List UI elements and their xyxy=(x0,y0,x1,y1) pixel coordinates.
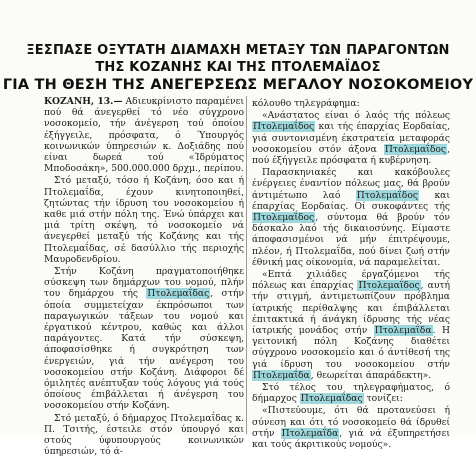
headline-line-2: ΤΗΣ ΚΟΖΑΝΗΣ ΚΑΙ ΤΗΣ ΠΤΟΛΕΜΑΪΔΟΣ xyxy=(95,60,381,75)
paragraph-8 xyxy=(252,269,450,381)
paragraph-3 xyxy=(44,266,244,412)
paragraph-3-text-b: , στήν όποία συμμετείχαν έκπρόσωποι των παραγωγικών τάξεων του νομού και έργατικού κέντρου, καθώς και άλλοι παράγοντες. Κατά τήν σύσκεψη, άποφασίσθηκε ή συγκρότηση των ένεργειών, γιά τήν ανέγερση του νοσοκομείου στήν Κοζάνη. Διάφοροι δέ όμιλητές ανέπτυξαν τούς λόγους γιά τούς όποίους έπιβάλλεται ή άνέγερση του νοσοκομείου στήν Κοζάνη. xyxy=(44,288,244,412)
paragraph-10 xyxy=(252,405,450,450)
paragraph-2: Στό μεταξύ, τόσο ή Κοζάνη, όσο και ή Πτολεμαΐδα, έχουν κινητοποιηθεί, ζητώντας τήν ίδρυση του νοσοκομείου ή καθε μιά στήν πόλη της. Ένώ ύπάρχει και μιά τρίτη σκέψη, τό νοσοκομείο νά άνεγερθεί μεταξύ τής Κοζάνης και τής Πτολεμαΐδας, σέ δασύλλιο τής περιοχής Μαυροδενδρίου. xyxy=(44,175,244,265)
highlighted-term: Πτολεμαΐδος xyxy=(253,212,315,224)
highlighted-term: Πτολεμαΐδος xyxy=(253,121,315,133)
paragraph-10-text-a: «Πιστεύουμε, ότι θά προτανεύσει ή σύνεση και ότι τό νοσοκομείο θά ίδρυθεί στήν xyxy=(252,405,450,439)
paragraph-8-text-a: «Επτά χιλιάδες έργαζόμενοι τής πόλεως και έπαρχίας xyxy=(252,269,450,292)
highlighted-term: Πτολεμαΐδα xyxy=(281,427,339,439)
paragraph-9-text-a: Στό τέλος του τηλεγραφήματος, ό δήμαρχος xyxy=(252,382,450,405)
paragraph-3-text-a: Στήν Κοζάνη πραγματοποιήθηκε σύσκεψη των δημάρχων του νομού, πλήν του δημάρχου τής xyxy=(44,266,244,300)
paragraph-5: κόλουθο τηλεγράφημα: xyxy=(252,98,360,109)
paragraph-6-text-c: , πού έξήγγειλε πρόσφατα ή κυβέρνηση. xyxy=(252,143,450,167)
paragraph-8-text-b: , αυτή τήν στιγμή, άντιμετωπίζουν πρόβλημα ίατρικής περίθαλψης και έπιβάλλεται έπιτακτικά ή άνάγκη ίδρυσης τής νέας ίατρικής μονάδος στήν xyxy=(252,280,450,337)
headline-line-3: ΓΙΑ ΤΗ ΘΕΣΗ ΤΗΣ ΑΝΕΓΕΡΣΕΩΣ ΜΕΓΑΛΟΥ ΝΟΣΟΚΟΜΕΙΟΥ xyxy=(2,77,474,93)
paragraph-8-text-c: . Η γειτονική πόλη Κοζάνης διαθέτει σύγχρονο νοσοκομείο και ό άντίθεσή της γιά ίδρυση του νοσοκομείου στήν xyxy=(252,325,450,370)
highlighted-term: Πτολεμαΐδας xyxy=(147,288,210,300)
article-column-left xyxy=(44,96,244,459)
paragraph-1 xyxy=(44,96,244,174)
paragraph-9 xyxy=(252,382,450,404)
paragraph-10-text-b: , γιά νά έξυπηρετήσει και τούς άκριτικούς νομούς». xyxy=(252,427,450,451)
article-column-right xyxy=(252,98,450,451)
paragraph-7 xyxy=(252,167,450,268)
highlighted-term: Πτολεμαΐδα xyxy=(253,369,310,381)
column-divider xyxy=(246,96,247,434)
paragraph-4: Στό μεταξύ, ό δήμαρχος Πτολεμαΐδας κ. Π. Τσιτής, έστειλε στόν ύπουργό και στούς ύφυπουργούς κοινωνικών ύπηρεσιών, τό ά- xyxy=(44,412,244,458)
paragraph-7-text-a: Παρασκηνιακές και κακόβουλες ένέργειες έναντίον πόλεως μας, θά βρούν άντιμέτωπο λαό xyxy=(252,167,450,201)
paragraph-6-text-b: και τής έπαρχίας Εορδαίας, γιά συντονισμένη έκστρατεία μεταφοράς νοσοκομείου στόν άξονα xyxy=(252,121,450,155)
paragraph-1-text: Αδιευκρίνιστο παραμένει πού θά άνεγερθεί τό νέο σύγχρονο νοσοκομείο, τήν άνέγερση τού όποίου έξήγγειλε, πρόσφατα, ό Ύπουργός κοινωνικών ύπηρεσιών κ. Δοξιάδης πού είναι δωρεά τού «Ίδρύματος Μποδοσάκη», 500.000.000 δρχμ., περίπου. xyxy=(44,96,244,175)
highlighted-term: Πτολεμαΐδος xyxy=(356,189,418,201)
paragraph-6 xyxy=(252,110,450,166)
paragraph-8-text-d: , θεωρείται άπαράδεκτη». xyxy=(310,369,432,381)
headline-line-1: ΞΕΣΠΑΣΕ ΟΞΥΤΑΤΗ ΔΙΑΜΑΧΗ ΜΕΤΑΞΥ ΤΩΝ ΠΑΡΑΓΟΝΤΩΝ xyxy=(26,43,450,58)
highlighted-term: Πτολεμαΐδος xyxy=(384,143,447,155)
paragraph-9-text-b: τονίζει: xyxy=(363,393,403,405)
paragraph-7-text-b: και έπαρχίας Εορδαίας. Οί συκοφάντες τής xyxy=(252,189,450,212)
dateline: ΚΟΖΑΝΗ, 13.— xyxy=(44,96,123,107)
paragraph-7-text-c: , σύντομα θά βρούν τόν δάσκαλο λαό τής δικαιοσύνης. Είμαστε άποφασισμένοι νά μήν έπιτρέψουμε, πλέον, ή Πτολεμαΐδα, πού δίνει ζωή στήν έθνική μας οίκονομία, νά παραμελείται. xyxy=(252,212,450,268)
highlighted-term: Πτολεμαΐδας xyxy=(300,393,363,405)
highlighted-term: Πτολεμαΐδα xyxy=(374,325,432,337)
highlighted-term: Πτολεμαΐδος xyxy=(358,280,420,292)
paragraph-6-text-a: «Ανάστατος είναι ό λαός τής πόλεως xyxy=(262,110,450,122)
